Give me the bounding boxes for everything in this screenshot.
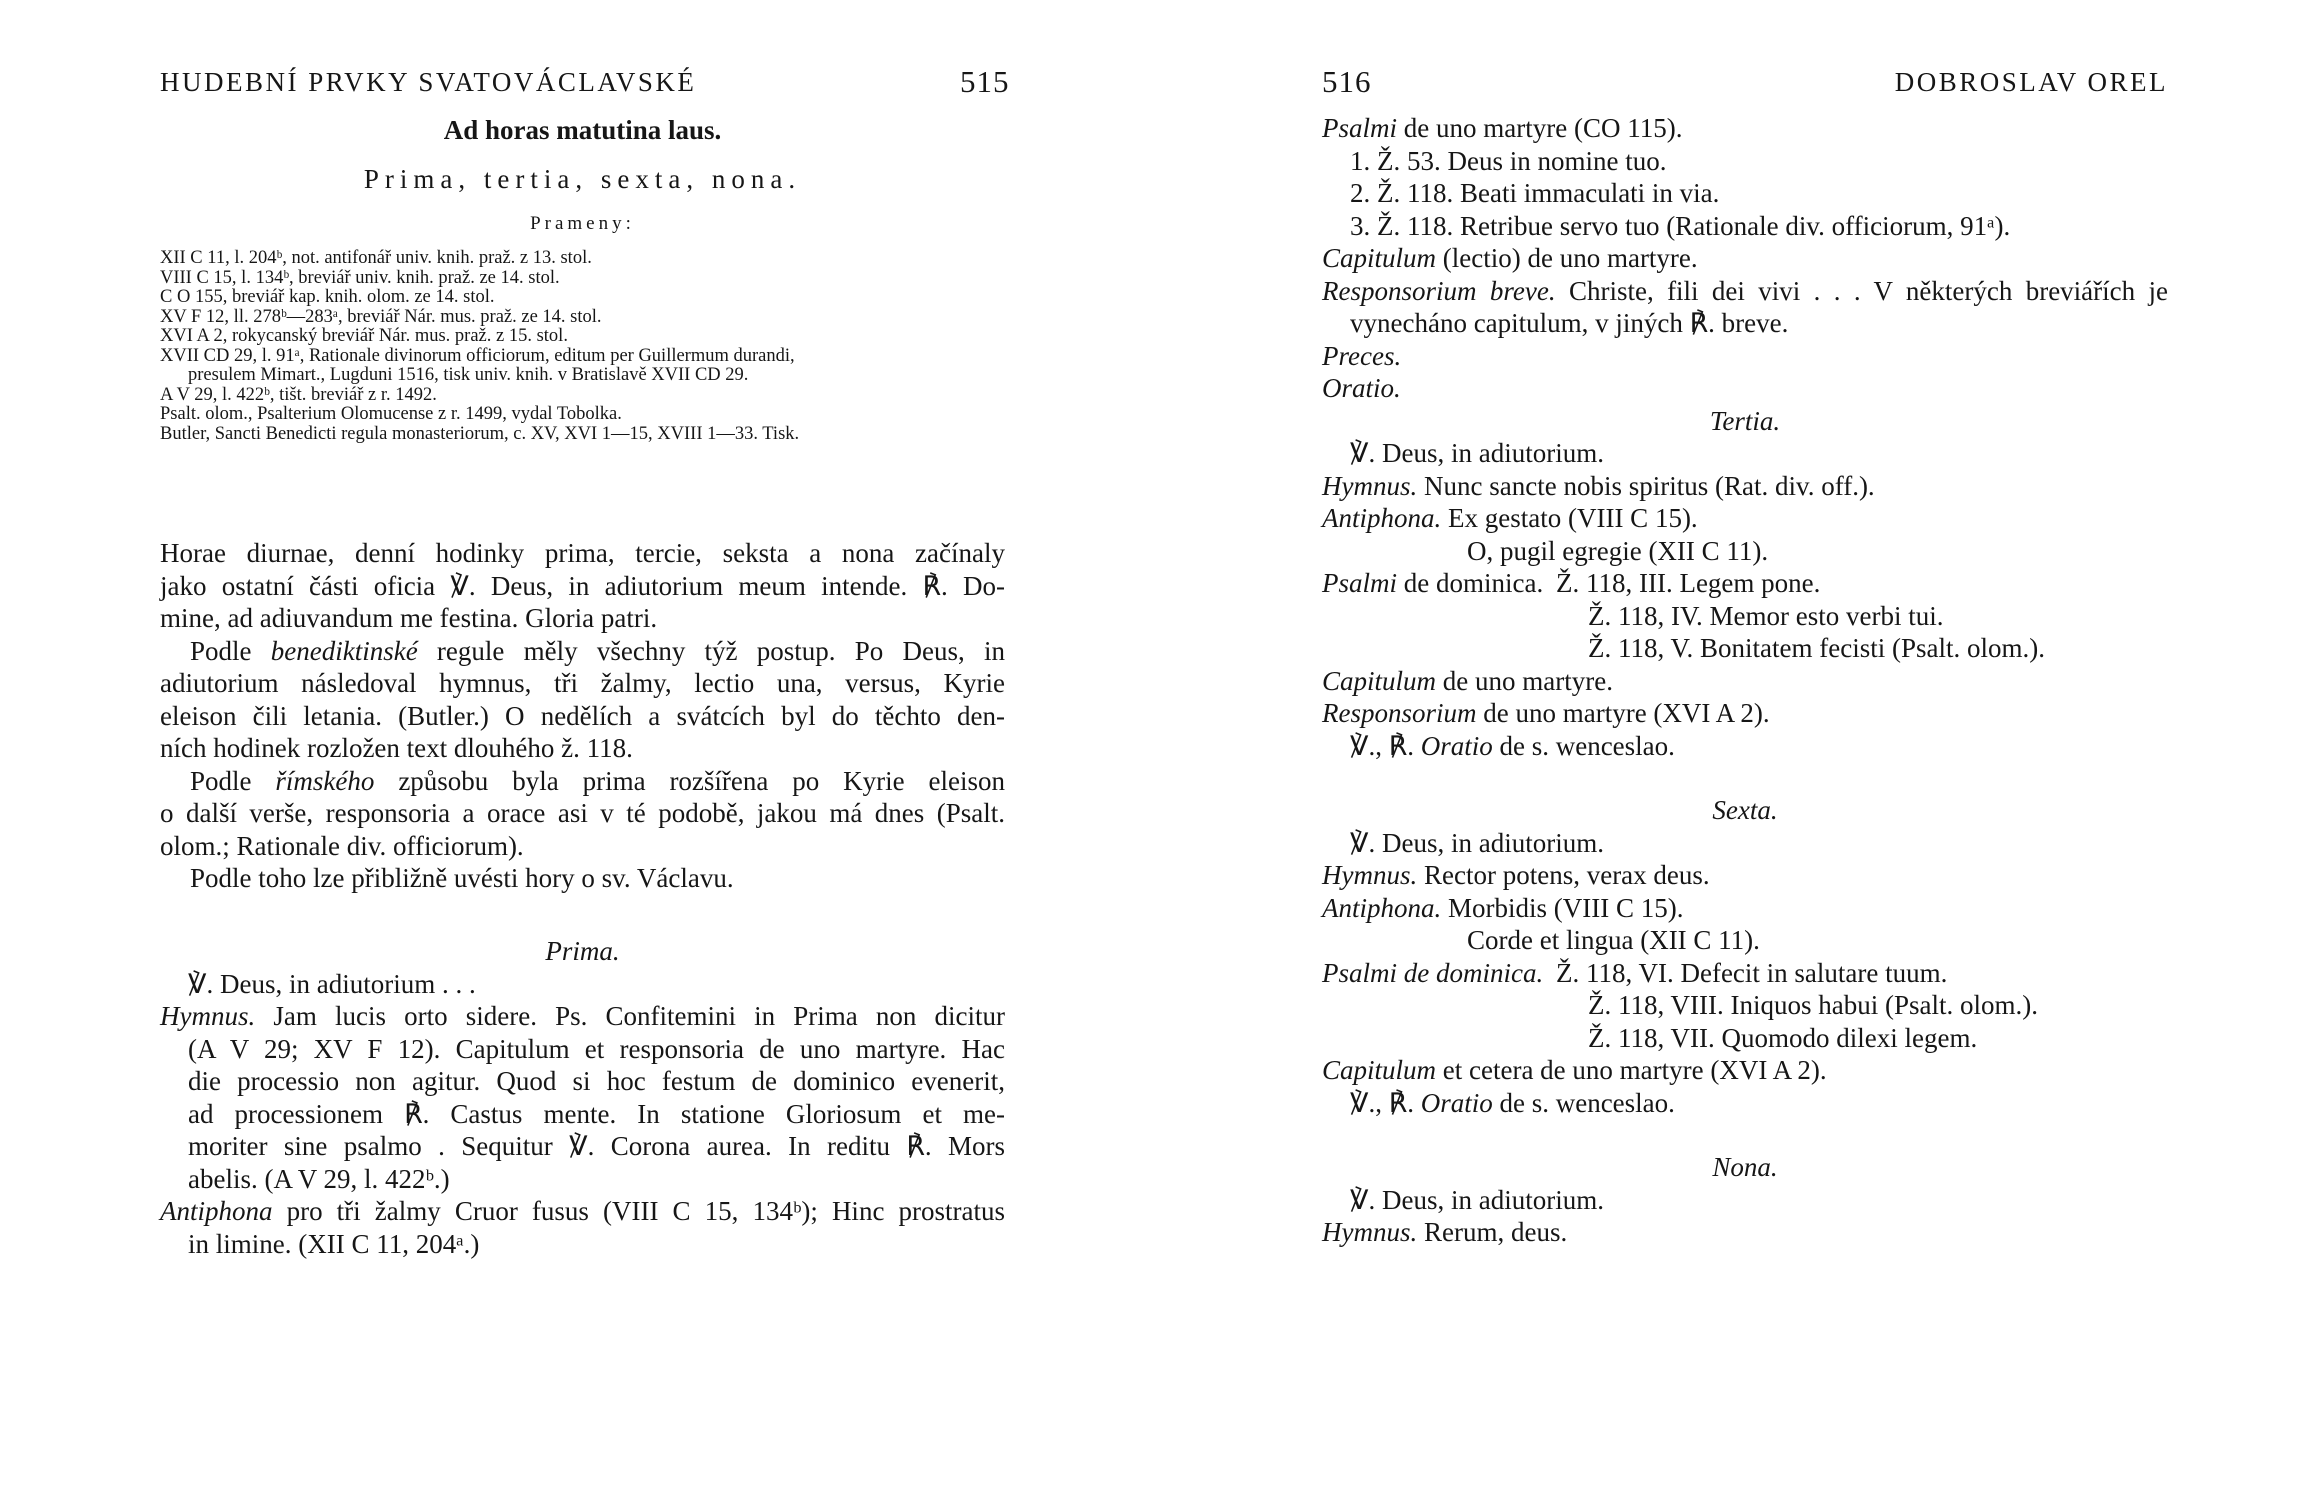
text-line: adiutorium následoval hymnus, tři žalmy, lectio una, versus, Kyrie bbox=[160, 668, 1005, 698]
spacer bbox=[1322, 762, 2168, 794]
capitulum-label: Capitulum bbox=[1322, 1055, 1437, 1085]
hymnus-label: Hymnus. bbox=[1322, 1217, 1418, 1247]
running-head-title: DOBROSLAV OREL bbox=[1894, 67, 2168, 97]
text-line bbox=[1322, 470, 2168, 503]
psalmi-label: Psalmi bbox=[1322, 568, 1398, 598]
text-line: (A V 29; XV F 12). Capitulum et responsoria de uno martyre. Hac bbox=[188, 1033, 1005, 1064]
text-line: ních hodinek rozložen text dlouhého ž. 118. bbox=[160, 733, 633, 763]
text-run: Podle bbox=[190, 635, 252, 666]
section-header bbox=[160, 112, 1005, 236]
page-number: 515 bbox=[960, 64, 1010, 99]
capitulum-label: Capitulum bbox=[1322, 243, 1437, 273]
text-line bbox=[1322, 1087, 2168, 1120]
source-entry: Psalt. olom., Psalterium Olomucense z r. 1499, vydal Tobolka. bbox=[160, 404, 622, 424]
text-line: olom.; Rationale div. officiorum). bbox=[160, 830, 524, 861]
text-run: Morbidis (VIII C 15). bbox=[1448, 892, 1684, 923]
text-run: Ex gestato (VIII C 15). bbox=[1448, 503, 1698, 533]
sources-heading: Prameny: bbox=[530, 213, 635, 234]
tertia-heading-text: Tertia. bbox=[1709, 405, 1781, 436]
text-run: Nunc sancte nobis spiritus (Rat. div. off.). bbox=[1424, 470, 1875, 501]
text-run: et cetera de uno martyre (XVI A 2). bbox=[1442, 1055, 1827, 1085]
psalm-line: Ž. 118, III. Legem pone. bbox=[1555, 568, 1821, 598]
text-line bbox=[1322, 665, 2168, 698]
text-line bbox=[1322, 340, 2168, 373]
text-line bbox=[1322, 957, 2168, 990]
prima-versicle: ℣. Deus, in adiutorium . . . bbox=[188, 968, 476, 999]
oratio-label: Oratio. bbox=[1322, 373, 1401, 403]
nona-versicle: ℣. Deus, in adiutorium. bbox=[1350, 1184, 1604, 1215]
psalm-line: Ž. 118, VIII. Iniquos habui (Psalt. olom.). bbox=[1588, 990, 2038, 1020]
psalm-line: Ž. 118, VII. Quomodo dilexi legem. bbox=[1588, 1022, 1978, 1053]
text-line bbox=[1322, 112, 2168, 145]
text-line: moriter sine psalmo . Sequitur ℣. Corona aurea. In reditu ℟. Mors bbox=[188, 1131, 1005, 1161]
text-line bbox=[160, 635, 1005, 668]
oratio-label: Oratio bbox=[1420, 1087, 1493, 1118]
hymnus-label: Hymnus. bbox=[1322, 470, 1418, 501]
text-line bbox=[1322, 730, 2168, 763]
text-line: mine, ad adiuvandum me festina. Gloria patri. bbox=[160, 603, 658, 633]
text-line bbox=[1322, 372, 2168, 405]
psalmi-label: Psalmi bbox=[1322, 113, 1398, 143]
text-line: Podle toho lze přibližně uvésti hory o sv. Václavu. bbox=[190, 863, 734, 893]
source-entry: VIII C 15, l. 134ᵇ, breviář univ. knih. praž. ze 14. stol. bbox=[160, 267, 560, 288]
text-line: eleison čili letania. (Butler.) O nedělích a svátcích byl do těchto den- bbox=[160, 700, 1005, 731]
running-head bbox=[160, 62, 1010, 102]
nona-heading-text: Nona. bbox=[1712, 1152, 1778, 1182]
text-line bbox=[1322, 697, 2168, 730]
prima-heading-text: Prima. bbox=[545, 936, 620, 966]
spacer bbox=[1322, 1119, 2168, 1151]
source-entry: Butler, Sancti Benedicti regula monasteriorum, c. XV, XVI 1—15, XVIII 1—33. Tisk. bbox=[160, 423, 800, 444]
preces-label: Preces. bbox=[1322, 340, 1402, 371]
text-run: de uno martyre. bbox=[1442, 665, 1613, 696]
prima-heading bbox=[160, 935, 1005, 968]
text-line bbox=[1322, 502, 2168, 535]
source-entry: A V 29, l. 422ᵇ, tišt. breviář z r. 1492. bbox=[160, 384, 437, 405]
oratio-label: Oratio bbox=[1420, 730, 1493, 761]
text-line: O, pugil egregie (XII C 11). bbox=[1467, 535, 1769, 566]
section-subtitle: Prima, tertia, sexta, nona. bbox=[363, 164, 802, 194]
responsorium-label: Responsorium breve. bbox=[1322, 275, 1556, 306]
running-head bbox=[1322, 62, 2168, 102]
source-entry: XII C 11, l. 204ᵇ, not. antifonář univ. knih. praž. z 13. stol. bbox=[160, 248, 592, 268]
text-line bbox=[1322, 859, 2168, 892]
text-run: de s. wenceslao. bbox=[1499, 730, 1675, 761]
text-line: abelis. (A V 29, l. 422ᵇ.) bbox=[188, 1163, 450, 1194]
text-run: Rector potens, verax deus. bbox=[1424, 860, 1710, 890]
sources-list bbox=[160, 249, 1005, 444]
text-line bbox=[1322, 567, 2168, 600]
text-run: Podle bbox=[190, 765, 252, 796]
text-line: in limine. (XII C 11, 204ᵃ.) bbox=[188, 1228, 480, 1259]
psalm-line: 2. Ž. 118. Beati immaculati in via. bbox=[1350, 178, 1720, 208]
right-page bbox=[1322, 0, 2168, 1500]
text-line: Horae diurnae, denní hodinky prima, tercie, seksta a nona začínaly bbox=[160, 538, 1005, 568]
text-line: vynecháno capitulum, v jiných ℟. breve. bbox=[1350, 308, 1789, 338]
text-line: Corde et lingua (XII C 11). bbox=[1467, 925, 1760, 955]
psalm-line: Ž. 118, V. Bonitatem fecisti (Psalt. olom.). bbox=[1588, 633, 2045, 663]
sexta-heading bbox=[1322, 794, 2168, 827]
prima-section bbox=[160, 935, 1005, 1260]
capitulum-label: Capitulum bbox=[1322, 665, 1437, 696]
text-line: o další verše, responsoria a orace asi v té podobě, jakou má dnes (Psalt. bbox=[160, 798, 1005, 828]
psalm-line: Ž. 118, VI. Defecit in salutare tuum. bbox=[1555, 957, 1948, 988]
psalm-line: 1. Ž. 53. Deus in nomine tuo. bbox=[1350, 145, 1667, 176]
text-run: ℣., ℟. bbox=[1350, 1087, 1414, 1118]
text-line bbox=[1322, 275, 2168, 308]
intro-text bbox=[160, 537, 1005, 895]
responsorium-label: Responsorium bbox=[1322, 698, 1477, 728]
psalm-line: Ž. 118, IV. Memor esto verbi tui. bbox=[1588, 600, 1944, 631]
tertia-versicle: ℣. Deus, in adiutorium. bbox=[1350, 438, 1604, 468]
text-run: (lectio) de uno martyre. bbox=[1442, 243, 1698, 273]
hymnus-label: Hymnus. bbox=[160, 1001, 256, 1031]
text-line bbox=[1322, 1216, 2168, 1249]
running-head-title: HUDEBNÍ PRVKY SVATOVÁCLAVSKÉ bbox=[160, 67, 697, 97]
text-line: jako ostatní části oficia ℣. Deus, in adiutorium meum intende. ℟. Do- bbox=[160, 570, 1005, 601]
emphasis-benediktinske: benediktinské bbox=[270, 635, 418, 666]
emphasis-rimskeho: římského bbox=[275, 765, 375, 796]
text-line bbox=[160, 1195, 1005, 1228]
text-run: Christe, fili dei vivi . . . V některých breviářích je bbox=[1568, 275, 2168, 306]
section-title: Ad horas matutina laus. bbox=[443, 115, 722, 145]
text-run: de dominica. bbox=[1403, 568, 1544, 598]
text-run: de uno martyre (XVI A 2). bbox=[1483, 698, 1770, 728]
text-run: Rerum, deus. bbox=[1424, 1217, 1568, 1247]
psalmi-label: Psalmi de dominica. bbox=[1322, 957, 1544, 988]
text-run: pro tři žalmy Cruor fusus (VIII C 15, 134ᵇ); Hinc prostratus bbox=[286, 1196, 1005, 1226]
sexta-heading-text: Sexta. bbox=[1712, 795, 1778, 825]
source-entry: XVI A 2, rokycanský breviář Nár. mus. praž. z 15. stol. bbox=[160, 326, 568, 346]
text-line bbox=[1322, 242, 2168, 275]
text-run: ℣., ℟. bbox=[1350, 730, 1414, 761]
source-entry: XVII CD 29, l. 91ᵃ, Rationale divinorum officiorum, editum per Guillermum durandi, bbox=[160, 345, 795, 366]
text-run: způsobu byla prima rozšířena po Kyrie eleison bbox=[398, 765, 1006, 796]
prima-continued bbox=[1322, 112, 2168, 1249]
text-run: Jam lucis orto sidere. Ps. Confitemini in Prima non dicitur bbox=[273, 1001, 1006, 1031]
text-run: de s. wenceslao. bbox=[1499, 1087, 1675, 1118]
antiphona-label: Antiphona. bbox=[1322, 892, 1442, 923]
source-entry: C O 155, breviář kap. knih. olom. ze 14. stol. bbox=[160, 287, 495, 307]
text-line bbox=[160, 765, 1005, 798]
hymnus-label: Hymnus. bbox=[1322, 860, 1418, 890]
page-number: 516 bbox=[1322, 64, 1372, 99]
antiphona-label: Antiphona. bbox=[1322, 503, 1442, 533]
text-line bbox=[1322, 1054, 2168, 1087]
text-line: ad processionem ℟. Castus mente. In statione Gloriosum et me- bbox=[188, 1098, 1005, 1129]
antiphona-label: Antiphona bbox=[160, 1196, 273, 1226]
psalm-line: 3. Ž. 118. Retribue servo tuo (Rationale div. officiorum, 91ᵃ). bbox=[1350, 210, 2011, 241]
text-line bbox=[160, 1000, 1005, 1033]
text-line: die processio non agitur. Quod si hoc festum de dominico evenerit, bbox=[188, 1066, 1005, 1096]
sexta-versicle: ℣. Deus, in adiutorium. bbox=[1350, 827, 1604, 858]
source-entry: XV F 12, ll. 278ᵇ—283ᵃ, breviář Nár. mus. praž. ze 14. stol. bbox=[160, 306, 602, 327]
left-page bbox=[160, 0, 1010, 1500]
text-line bbox=[1322, 892, 2168, 925]
source-entry: presulem Mimart., Lugduni 1516, tisk univ. knih. v Bratislavě XVII CD 29. bbox=[188, 365, 749, 385]
text-run: regule měly všechny týž postup. Po Deus, in bbox=[436, 635, 1005, 666]
nona-heading bbox=[1322, 1151, 2168, 1184]
tertia-heading bbox=[1322, 405, 2168, 438]
text-run: de uno martyre (CO 115). bbox=[1403, 113, 1683, 143]
